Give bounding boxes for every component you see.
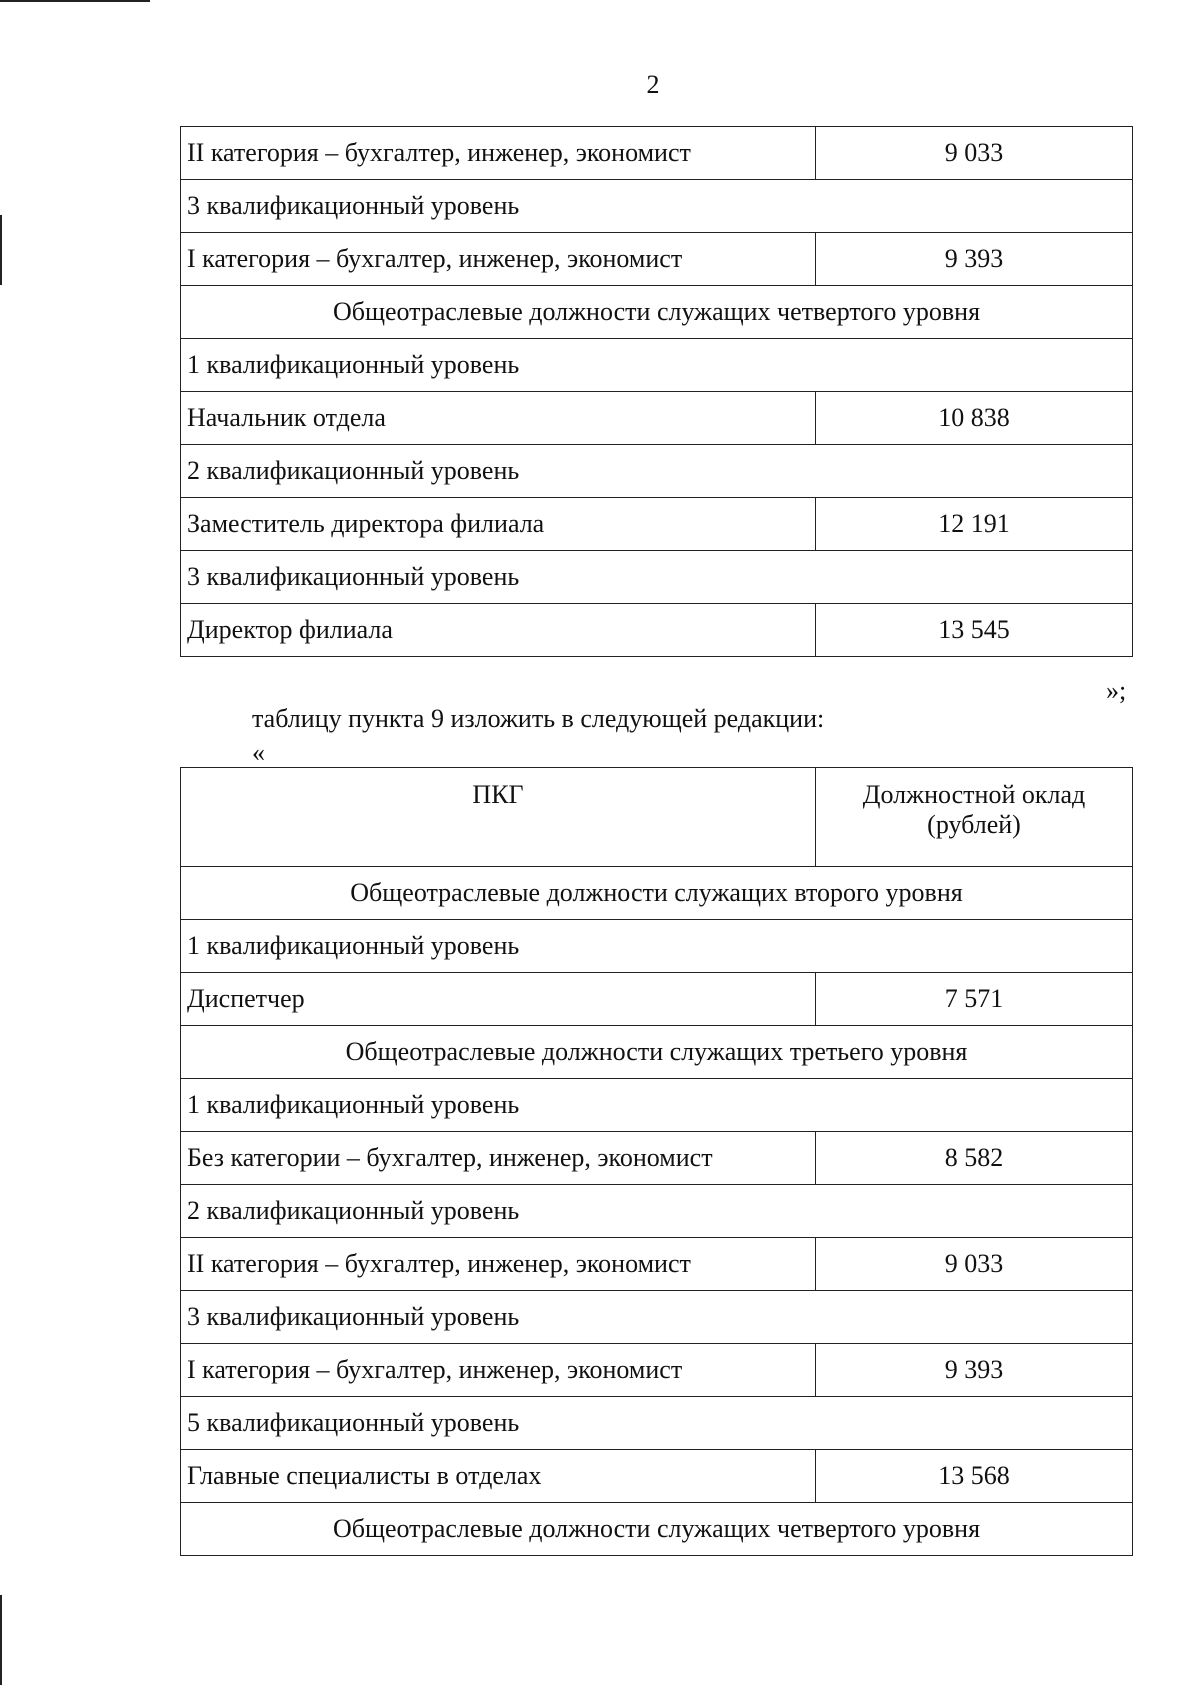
closing-quote: »;	[1106, 676, 1127, 705]
position-name: Заместитель директора филиала	[181, 498, 816, 551]
table-row	[181, 604, 1133, 657]
qualification-level: 3 квалификационный уровень	[181, 551, 1133, 604]
table-row	[181, 1132, 1133, 1185]
qualification-level: 1 квалификационный уровень	[181, 339, 1133, 392]
qualification-level: 5 квалификационный уровень	[181, 1397, 1133, 1450]
position-name: II категория – бухгалтер, инженер, экономист	[181, 1238, 816, 1291]
qualification-level: 2 квалификационный уровень	[181, 1185, 1133, 1238]
table-row	[181, 867, 1133, 920]
table-row	[181, 1291, 1133, 1344]
table-row	[181, 180, 1133, 233]
position-name: Начальник отдела	[181, 392, 816, 445]
qualification-level: 2 квалификационный уровень	[181, 445, 1133, 498]
salary-table-continuation	[180, 126, 1133, 657]
table-row	[181, 1397, 1133, 1450]
salary-value: 9 393	[816, 1344, 1133, 1397]
scan-edge-line	[0, 1595, 2, 1685]
position-group-heading: Общеотраслевые должности служащих четвертого уровня	[181, 1503, 1133, 1556]
table-row	[181, 1238, 1133, 1291]
table-header-row	[181, 768, 1133, 867]
opening-quote: «	[252, 738, 265, 767]
salary-value: 9 033	[816, 1238, 1133, 1291]
table-row	[181, 1079, 1133, 1132]
table-row	[181, 1450, 1133, 1503]
table-row	[181, 233, 1133, 286]
qualification-level: 1 квалификационный уровень	[181, 1079, 1133, 1132]
salary-value: 8 582	[816, 1132, 1133, 1185]
position-name: Без категории – бухгалтер, инженер, экономист	[181, 1132, 816, 1185]
salary-value: 13 568	[816, 1450, 1133, 1503]
position-group-heading: Общеотраслевые должности служащих третьего уровня	[181, 1026, 1133, 1079]
table-row	[181, 1344, 1133, 1397]
position-name: Главные специалисты в отделах	[181, 1450, 816, 1503]
position-group-heading: Общеотраслевые должности служащих четвертого уровня	[181, 286, 1133, 339]
table-row	[181, 551, 1133, 604]
position-group-heading: Общеотраслевые должности служащих второго уровня	[181, 867, 1133, 920]
salary-value: 10 838	[816, 392, 1133, 445]
table-row	[181, 445, 1133, 498]
table-row	[181, 920, 1133, 973]
salary-value: 12 191	[816, 498, 1133, 551]
position-name: I категория – бухгалтер, инженер, экономист	[181, 233, 816, 286]
header-salary-line-2: (рублей)	[927, 810, 1021, 839]
position-name: Директор филиала	[181, 604, 816, 657]
qualification-level: 1 квалификационный уровень	[181, 920, 1133, 973]
salary-table-item-9	[180, 767, 1133, 1556]
position-name: II категория – бухгалтер, инженер, экономист	[181, 127, 816, 180]
salary-value: 9 393	[816, 233, 1133, 286]
table-row	[181, 286, 1133, 339]
salary-value: 13 545	[816, 604, 1133, 657]
salary-value: 9 033	[816, 127, 1133, 180]
position-name: I категория – бухгалтер, инженер, экономист	[181, 1344, 816, 1397]
header-pkg: ПКГ	[181, 768, 816, 867]
table-row	[181, 127, 1133, 180]
instruction-paragraph: таблицу пункта 9 изложить в следующей редакции:	[252, 704, 825, 733]
table-row	[181, 392, 1133, 445]
table-row	[181, 339, 1133, 392]
table-row	[181, 498, 1133, 551]
table-row	[181, 1026, 1133, 1079]
page-number: 2	[646, 70, 660, 99]
table-row	[181, 973, 1133, 1026]
position-name: Диспетчер	[181, 973, 816, 1026]
table-row	[181, 1185, 1133, 1238]
scan-edge-line	[0, 0, 150, 2]
qualification-level: 3 квалификационный уровень	[181, 1291, 1133, 1344]
salary-value: 7 571	[816, 973, 1133, 1026]
header-salary-line-1: Должностной оклад	[862, 780, 1086, 809]
scan-edge-line	[0, 215, 2, 285]
qualification-level: 3 квалификационный уровень	[181, 180, 1133, 233]
table-row	[181, 1503, 1133, 1556]
header-salary	[816, 768, 1133, 867]
